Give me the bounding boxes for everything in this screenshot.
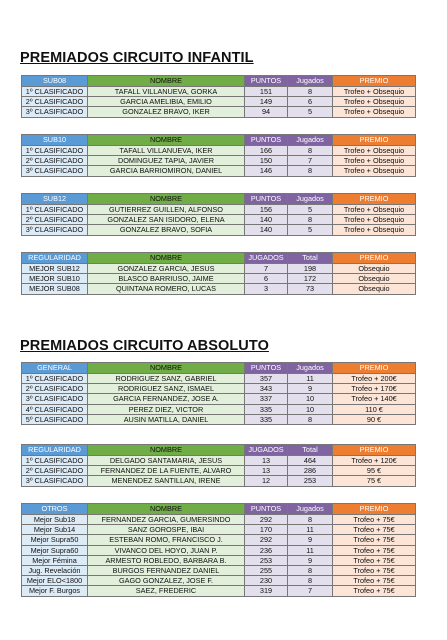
games-cell: 8 (288, 87, 333, 97)
column-header: GENERAL (22, 363, 88, 374)
table-row (22, 284, 416, 294)
prize-cell: Trofeo + Obsequio (333, 87, 416, 97)
games-cell: 11 (288, 374, 333, 384)
table-row (22, 515, 416, 525)
column-header: JUGADOS (245, 253, 288, 264)
points-cell: 140 (245, 215, 288, 225)
column-header: JUGADOS (245, 445, 288, 456)
category-cell: 1º CLASIFICADO (22, 456, 88, 466)
column-header: Jugados (288, 504, 333, 515)
table-row (22, 535, 416, 545)
prize-cell: 75 € (333, 476, 416, 486)
category-cell: 3º CLASIFICADO (22, 107, 88, 117)
column-header: Jugados (288, 363, 333, 374)
name-cell: GONZALEZ GARCIA, JESUS (88, 264, 245, 274)
regularidad-absoluto-table (21, 444, 416, 487)
category-cell: Mejor Supra60 (22, 545, 88, 555)
games-cell: 11 (288, 545, 333, 555)
points-cell: 13 (245, 456, 288, 466)
prize-cell: Trofeo + 75€ (333, 555, 416, 565)
prize-cell: Trofeo + Obsequio (333, 225, 416, 235)
points-cell: 6 (245, 274, 288, 284)
column-header: PREMIO (333, 253, 416, 264)
table-row (22, 456, 416, 466)
name-cell: ESTEBAN ROMO, FRANCISCO J. (88, 535, 245, 545)
prize-cell: Obsequio (333, 284, 416, 294)
column-header: PREMIO (333, 194, 416, 205)
prize-cell: Trofeo + Obsequio (333, 166, 416, 176)
points-cell: 149 (245, 97, 288, 107)
category-cell: Mejor ELO<1800 (22, 576, 88, 586)
table-row (22, 466, 416, 476)
prize-cell: Trofeo + 75€ (333, 535, 416, 545)
table-row (22, 566, 416, 576)
column-header: Total (288, 445, 333, 456)
column-header: NOMBRE (88, 504, 245, 515)
table-row (22, 146, 416, 156)
table-row (22, 525, 416, 535)
prize-cell: 90 € (333, 414, 416, 424)
category-cell: MEJOR SUB12 (22, 264, 88, 274)
category-cell: Mejor F. Burgos (22, 586, 88, 596)
regularidad-infantil-table (21, 252, 416, 295)
category-cell: MEJOR SUB10 (22, 274, 88, 284)
points-cell: 13 (245, 466, 288, 476)
category-cell: Mejor Fémina (22, 555, 88, 565)
table-row (22, 264, 416, 274)
games-cell: 8 (288, 515, 333, 525)
table-row (22, 215, 416, 225)
category-cell: 3º CLASIFICADO (22, 225, 88, 235)
prize-cell: Obsequio (333, 264, 416, 274)
category-cell: 3º CLASIFICADO (22, 394, 88, 404)
games-cell: 6 (288, 97, 333, 107)
column-header: PREMIO (333, 76, 416, 87)
name-cell: FERNANDEZ DE LA FUENTE, ALVARO (88, 466, 245, 476)
column-header: SUB10 (22, 135, 88, 146)
prize-cell: Trofeo + Obsequio (333, 156, 416, 166)
prize-cell: Obsequio (333, 274, 416, 284)
sub08-table (21, 75, 416, 118)
name-cell: PEREZ DIEZ, VICTOR (88, 404, 245, 414)
category-cell: 5º CLASIFICADO (22, 414, 88, 424)
column-header: SUB08 (22, 76, 88, 87)
points-cell: 335 (245, 414, 288, 424)
games-cell: 172 (288, 274, 333, 284)
prize-cell: Trofeo + 200€ (333, 374, 416, 384)
name-cell: SAEZ, FREDERIC (88, 586, 245, 596)
column-header: PUNTOS (245, 363, 288, 374)
points-cell: 170 (245, 525, 288, 535)
table-row (22, 414, 416, 424)
column-header: PUNTOS (245, 194, 288, 205)
points-cell: 319 (245, 586, 288, 596)
column-header: PREMIO (333, 135, 416, 146)
table-header-row (22, 253, 416, 264)
category-cell: MEJOR SUB08 (22, 284, 88, 294)
table-header-row (22, 363, 416, 374)
table-row (22, 166, 416, 176)
points-cell: 3 (245, 284, 288, 294)
prize-cell: Trofeo + 140€ (333, 394, 416, 404)
games-cell: 9 (288, 555, 333, 565)
games-cell: 9 (288, 535, 333, 545)
games-cell: 11 (288, 525, 333, 535)
prize-cell: Trofeo + 75€ (333, 525, 416, 535)
name-cell: SANZ GOROSPE, IBAI (88, 525, 245, 535)
prize-cell: Trofeo + Obsequio (333, 146, 416, 156)
name-cell: TAFALL VILLANUEVA, IKER (88, 146, 245, 156)
sub12-table (21, 193, 416, 236)
table-row (22, 374, 416, 384)
points-cell: 146 (245, 166, 288, 176)
games-cell: 8 (288, 566, 333, 576)
table-row (22, 576, 416, 586)
prize-cell: Trofeo + Obsequio (333, 215, 416, 225)
table-header-row (22, 194, 416, 205)
points-cell: 357 (245, 374, 288, 384)
category-cell: 2º CLASIFICADO (22, 156, 88, 166)
table-row (22, 404, 416, 414)
otros-table (21, 503, 416, 597)
category-cell: 1º CLASIFICADO (22, 205, 88, 215)
absoluto-title: PREMIADOS CIRCUITO ABSOLUTO (20, 338, 269, 354)
table-row (22, 205, 416, 215)
prize-cell: Trofeo + 75€ (333, 586, 416, 596)
games-cell: 464 (288, 456, 333, 466)
column-header: PREMIO (333, 363, 416, 374)
column-header: NOMBRE (88, 445, 245, 456)
points-cell: 343 (245, 384, 288, 394)
table-header-row (22, 76, 416, 87)
table-row (22, 225, 416, 235)
name-cell: BLASCO BARRIUSO, JAIME (88, 274, 245, 284)
table-row (22, 476, 416, 486)
category-cell: 2º CLASIFICADO (22, 215, 88, 225)
games-cell: 8 (288, 414, 333, 424)
points-cell: 151 (245, 87, 288, 97)
points-cell: 166 (245, 146, 288, 156)
points-cell: 292 (245, 535, 288, 545)
column-header: PUNTOS (245, 504, 288, 515)
category-cell: 3º CLASIFICADO (22, 476, 88, 486)
column-header: REGULARIDAD (22, 445, 88, 456)
games-cell: 73 (288, 284, 333, 294)
column-header: REGULARIDAD (22, 253, 88, 264)
column-header: NOMBRE (88, 253, 245, 264)
name-cell: BURGOS FERNANDEZ DANIEL (88, 566, 245, 576)
points-cell: 335 (245, 404, 288, 414)
category-cell: 4º CLASIFICADO (22, 404, 88, 414)
column-header: OTROS (22, 504, 88, 515)
column-header: NOMBRE (88, 76, 245, 87)
table-header-row (22, 135, 416, 146)
games-cell: 5 (288, 225, 333, 235)
points-cell: 255 (245, 566, 288, 576)
points-cell: 94 (245, 107, 288, 117)
table-row (22, 586, 416, 596)
sub10-table (21, 134, 416, 177)
table-row (22, 394, 416, 404)
column-header: PUNTOS (245, 76, 288, 87)
name-cell: GONZALEZ SAN ISIDORO, ELENA (88, 215, 245, 225)
column-header: PUNTOS (245, 135, 288, 146)
table-header-row (22, 445, 416, 456)
name-cell: QUINTANA ROMERO, LUCAS (88, 284, 245, 294)
name-cell: DOMINGUEZ TAPIA, JAVIER (88, 156, 245, 166)
points-cell: 140 (245, 225, 288, 235)
table-row (22, 274, 416, 284)
table-row (22, 555, 416, 565)
points-cell: 156 (245, 205, 288, 215)
name-cell: MENENDEZ SANTILLAN, IRENE (88, 476, 245, 486)
points-cell: 12 (245, 476, 288, 486)
points-cell: 150 (245, 156, 288, 166)
column-header: PREMIO (333, 445, 416, 456)
category-cell: 3º CLASIFICADO (22, 166, 88, 176)
games-cell: 7 (288, 586, 333, 596)
games-cell: 286 (288, 466, 333, 476)
column-header: Jugados (288, 194, 333, 205)
prize-cell: 110 € (333, 404, 416, 414)
table-row (22, 107, 416, 117)
table-row (22, 545, 416, 555)
table-row (22, 384, 416, 394)
category-cell: Mejor Sub18 (22, 515, 88, 525)
prize-cell: Trofeo + Obsequio (333, 97, 416, 107)
category-cell: 2º CLASIFICADO (22, 97, 88, 107)
name-cell: AUSIN MATILLA, DANIEL (88, 414, 245, 424)
prize-cell: Trofeo + Obsequio (333, 107, 416, 117)
table-row (22, 87, 416, 97)
games-cell: 5 (288, 205, 333, 215)
category-cell: 1º CLASIFICADO (22, 146, 88, 156)
category-cell: 2º CLASIFICADO (22, 466, 88, 476)
name-cell: GONZALEZ BRAVO, SOFIA (88, 225, 245, 235)
name-cell: GARCIA BARRIOMIRON, DANIEL (88, 166, 245, 176)
column-header: NOMBRE (88, 363, 245, 374)
name-cell: GUTIERREZ GUILLEN, ALFONSO (88, 205, 245, 215)
games-cell: 10 (288, 394, 333, 404)
points-cell: 230 (245, 576, 288, 586)
prize-cell: Trofeo + 170€ (333, 384, 416, 394)
name-cell: GARCIA FERNANDEZ, JOSE A. (88, 394, 245, 404)
column-header: NOMBRE (88, 194, 245, 205)
points-cell: 292 (245, 515, 288, 525)
games-cell: 8 (288, 215, 333, 225)
name-cell: ARMESTO ROBLEDO, BARBARA B. (88, 555, 245, 565)
points-cell: 236 (245, 545, 288, 555)
games-cell: 8 (288, 166, 333, 176)
prize-cell: Trofeo + 120€ (333, 456, 416, 466)
points-cell: 7 (245, 264, 288, 274)
column-header: PREMIO (333, 504, 416, 515)
category-cell: 1º CLASIFICADO (22, 374, 88, 384)
category-cell: 2º CLASIFICADO (22, 384, 88, 394)
table-row (22, 156, 416, 166)
name-cell: VIVANCO DEL HOYO, JUAN P. (88, 545, 245, 555)
name-cell: FERNANDEZ GARCIA, GUMERSINDO (88, 515, 245, 525)
games-cell: 7 (288, 156, 333, 166)
name-cell: GONZALEZ BRAVO, IKER (88, 107, 245, 117)
prize-cell: Trofeo + 75€ (333, 515, 416, 525)
category-cell: Jug. Revelación (22, 566, 88, 576)
name-cell: GAGO GONZALEZ, JOSE F. (88, 576, 245, 586)
category-cell: Mejor Supra50 (22, 535, 88, 545)
name-cell: DELGADO SANTAMARIA, JESUS (88, 456, 245, 466)
prize-cell: 95 € (333, 466, 416, 476)
games-cell: 253 (288, 476, 333, 486)
games-cell: 9 (288, 384, 333, 394)
prize-cell: Trofeo + 75€ (333, 576, 416, 586)
general-table (21, 362, 416, 425)
column-header: Jugados (288, 76, 333, 87)
category-cell: Mejor Sub14 (22, 525, 88, 535)
column-header: Jugados (288, 135, 333, 146)
category-cell: 1º CLASIFICADO (22, 87, 88, 97)
table-header-row (22, 504, 416, 515)
name-cell: TAFALL VILLANUEVA, GORKA (88, 87, 245, 97)
name-cell: RODRIGUEZ SANZ, GABRIEL (88, 374, 245, 384)
prize-cell: Trofeo + 75€ (333, 566, 416, 576)
name-cell: GARCIA AMELIBIA, EMILIO (88, 97, 245, 107)
games-cell: 8 (288, 146, 333, 156)
games-cell: 5 (288, 107, 333, 117)
points-cell: 253 (245, 555, 288, 565)
column-header: SUB12 (22, 194, 88, 205)
infantil-title: PREMIADOS CIRCUITO INFANTIL (20, 50, 254, 66)
prize-cell: Trofeo + 75€ (333, 545, 416, 555)
column-header: NOMBRE (88, 135, 245, 146)
games-cell: 198 (288, 264, 333, 274)
games-cell: 10 (288, 404, 333, 414)
table-row (22, 97, 416, 107)
games-cell: 8 (288, 576, 333, 586)
points-cell: 337 (245, 394, 288, 404)
column-header: Total (288, 253, 333, 264)
prize-cell: Trofeo + Obsequio (333, 205, 416, 215)
name-cell: RODRIGUEZ SANZ, ISMAEL (88, 384, 245, 394)
